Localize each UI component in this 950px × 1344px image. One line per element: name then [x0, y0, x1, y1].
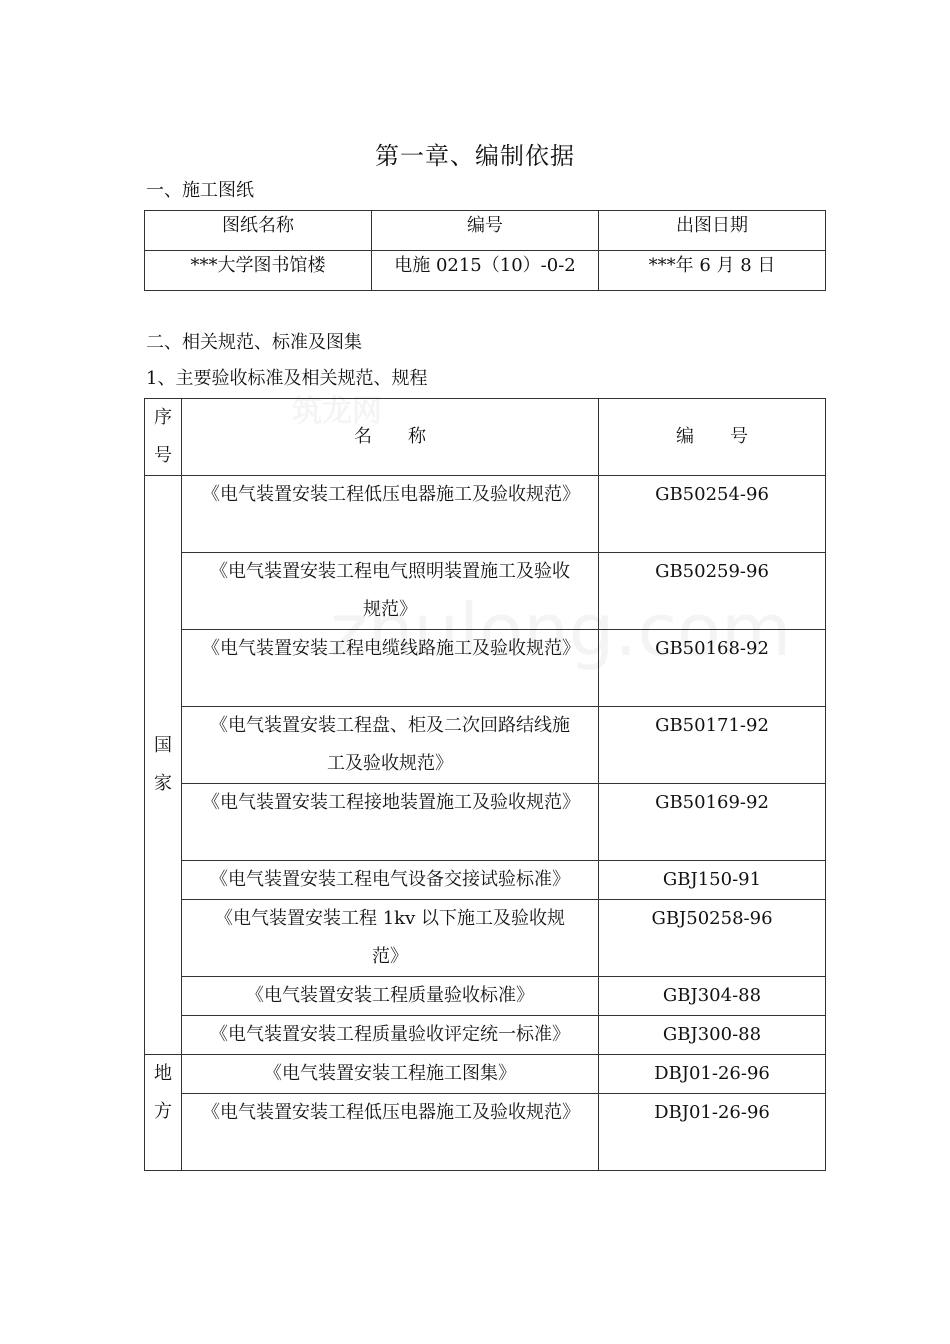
table-header-row — [145, 211, 826, 251]
drawing-name: ***大学图书馆楼 — [145, 251, 372, 291]
table-row — [145, 553, 826, 630]
table-row — [145, 784, 826, 861]
drawing-date: ***年 6 月 8 日 — [599, 251, 826, 291]
standard-name: 《电气装置安装工程电缆线路施工及验收规范》 — [182, 630, 599, 707]
category-national: 国家 — [145, 476, 182, 1055]
standard-code: GB50168-92 — [599, 630, 826, 707]
standard-name: 《电气装置安装工程质量验收评定统一标准》 — [182, 1016, 599, 1055]
standard-name: 《电气装置安装工程电气设备交接试验标准》 — [182, 861, 599, 900]
subsection-heading: 1、主要验收标准及相关规范、规程 — [146, 368, 428, 389]
standard-code: GBJ50258-96 — [599, 900, 826, 977]
table-row — [145, 707, 826, 784]
table-row — [145, 476, 826, 553]
page-title: 第一章、编制依据 — [375, 142, 575, 170]
standard-code: GBJ300-88 — [599, 1016, 826, 1055]
standard-code: GB50259-96 — [599, 553, 826, 630]
standard-name: 《电气装置安装工程施工图集》 — [182, 1055, 599, 1094]
category-local: 地方 — [145, 1055, 182, 1171]
section-heading-drawings: 一、施工图纸 — [146, 180, 254, 201]
drawing-number: 电施 0215（10）-0-2 — [372, 251, 599, 291]
standard-code: DBJ01-26-96 — [599, 1055, 826, 1094]
table-header-row — [145, 399, 826, 476]
table-row — [145, 861, 826, 900]
standard-code: GBJ304-88 — [599, 977, 826, 1016]
table-row — [145, 251, 826, 291]
table-row — [145, 630, 826, 707]
section-heading-standards: 二、相关规范、标准及图集 — [146, 332, 362, 353]
standard-name: 《电气装置安装工程接地装置施工及验收规范》 — [182, 784, 599, 861]
header-code: 编 号 — [599, 399, 826, 476]
standard-name: 《电气装置安装工程 1kv 以下施工及验收规范》 — [182, 900, 599, 977]
standard-code: GB50171-92 — [599, 707, 826, 784]
header-seq: 序号 — [145, 399, 182, 476]
standard-name: 《电气装置安装工程电气照明装置施工及验收规范》 — [182, 553, 599, 630]
standard-name: 《电气装置安装工程低压电器施工及验收规范》 — [182, 1094, 599, 1171]
header-cell: 出图日期 — [599, 211, 826, 251]
table-row — [145, 1016, 826, 1055]
standard-code: GB50169-92 — [599, 784, 826, 861]
standard-name: 《电气装置安装工程低压电器施工及验收规范》 — [182, 476, 599, 553]
header-cell: 编号 — [372, 211, 599, 251]
table-row — [145, 900, 826, 977]
header-name: 名 称 — [182, 399, 599, 476]
drawings-table — [144, 210, 826, 291]
standard-name: 《电气装置安装工程盘、柜及二次回路结线施工及验收规范》 — [182, 707, 599, 784]
table-row — [145, 1055, 826, 1094]
table-row — [145, 977, 826, 1016]
standard-code: DBJ01-26-96 — [599, 1094, 826, 1171]
standard-code: GB50254-96 — [599, 476, 826, 553]
header-cell: 图纸名称 — [145, 211, 372, 251]
standard-name: 《电气装置安装工程质量验收标准》 — [182, 977, 599, 1016]
standards-table — [144, 398, 826, 1171]
table-row — [145, 1094, 826, 1171]
standard-code: GBJ150-91 — [599, 861, 826, 900]
